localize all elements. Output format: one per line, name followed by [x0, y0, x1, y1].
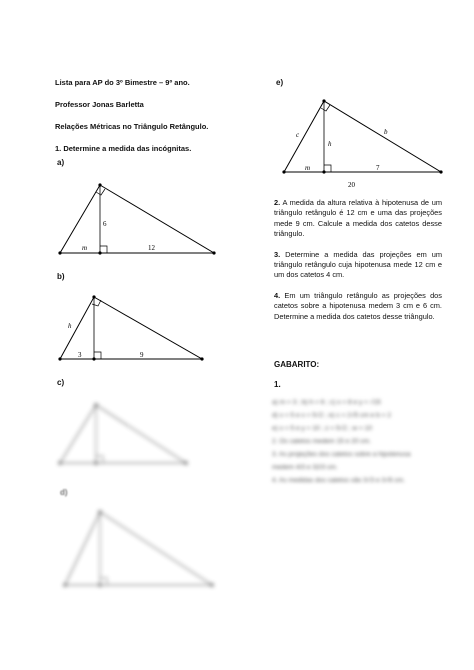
question-2-text: A medida da altura relativa à hipotenusa de um triângulo retângulo é 12 cm e uma das projeções mede 9 cm. Calcule a medida dos catetos desse triângulo.	[274, 198, 442, 239]
question-3-text: Determine a medida das projeções em um triângulo retângulo cuja hipotenusa mede 12 cm e um dos catetos 4 cm.	[274, 249, 442, 280]
figure-a-h: 6	[103, 220, 107, 228]
question-3	[274, 250, 442, 281]
figure-b-m: 3	[78, 351, 82, 359]
figure-a-n: 12	[148, 244, 155, 252]
answer-line: 3. As projeções dos catetos sobre a hipotenusa	[272, 451, 411, 458]
question-4-number: 4.	[274, 290, 281, 300]
answer-line: a) m = 3 ; b) h = 6 ; c) x = 8 e y = √15	[272, 399, 381, 406]
question-2	[274, 198, 442, 240]
figure-e-m: m	[305, 164, 311, 172]
answer-line: medem 4/3 e 32/3 cm.	[272, 464, 338, 471]
answer-line: e) x = 5 e y = 10 ; z = 5√2 ; w = 10	[272, 425, 373, 432]
teacher-name: Professor Jonas Barletta	[55, 100, 144, 109]
question-4	[274, 291, 442, 322]
answer-line: 2. Os catetos medem 15 e 20 cm.	[272, 438, 371, 445]
question-4-text: Em um triângulo retângulo as projeções dos catetos sobre a hipotenusa medem 3 cm e 6 cm. Determine a medida dos catetos desse triângulo.	[274, 290, 442, 321]
answer-line: 4. As medidas dos catetos são 3√3 e 3√6 cm.	[272, 477, 405, 484]
gabarito-answers	[272, 396, 444, 487]
answer-line: d) x = 5 e x = 5√2 ; e) c = 2√5 cm e b = 2	[272, 412, 392, 419]
figure-e-total: 20	[348, 181, 355, 189]
gabarito-item-1: 1.	[274, 380, 281, 389]
figure-b-h: h	[68, 322, 72, 330]
question-1: 1. Determine a medida das incógnitas.	[55, 144, 192, 153]
figure-e-b: b	[384, 128, 388, 136]
figure-c-label: c)	[57, 378, 65, 387]
figure-e-label: e)	[276, 78, 284, 87]
figure-e-c: c	[296, 131, 300, 139]
figure-b-n: 9	[140, 351, 144, 359]
question-2-number: 2.	[274, 198, 281, 207]
figure-d-label: d)	[60, 488, 68, 497]
figure-a-m: m	[82, 244, 88, 252]
list-title: Lista para AP do 3º Bimestre – 9º ano.	[55, 78, 190, 87]
right-column-questions	[274, 198, 442, 332]
figure-e-n: 7	[376, 164, 380, 172]
question-3-number: 3.	[274, 249, 281, 259]
figure-e-h: h	[328, 140, 332, 148]
gabarito-title: GABARITO:	[274, 360, 320, 369]
topic-title: Relações Métricas no Triângulo Retângulo.	[55, 122, 209, 131]
figure-b-label: b)	[57, 272, 65, 281]
figure-a-label: a)	[57, 158, 65, 167]
